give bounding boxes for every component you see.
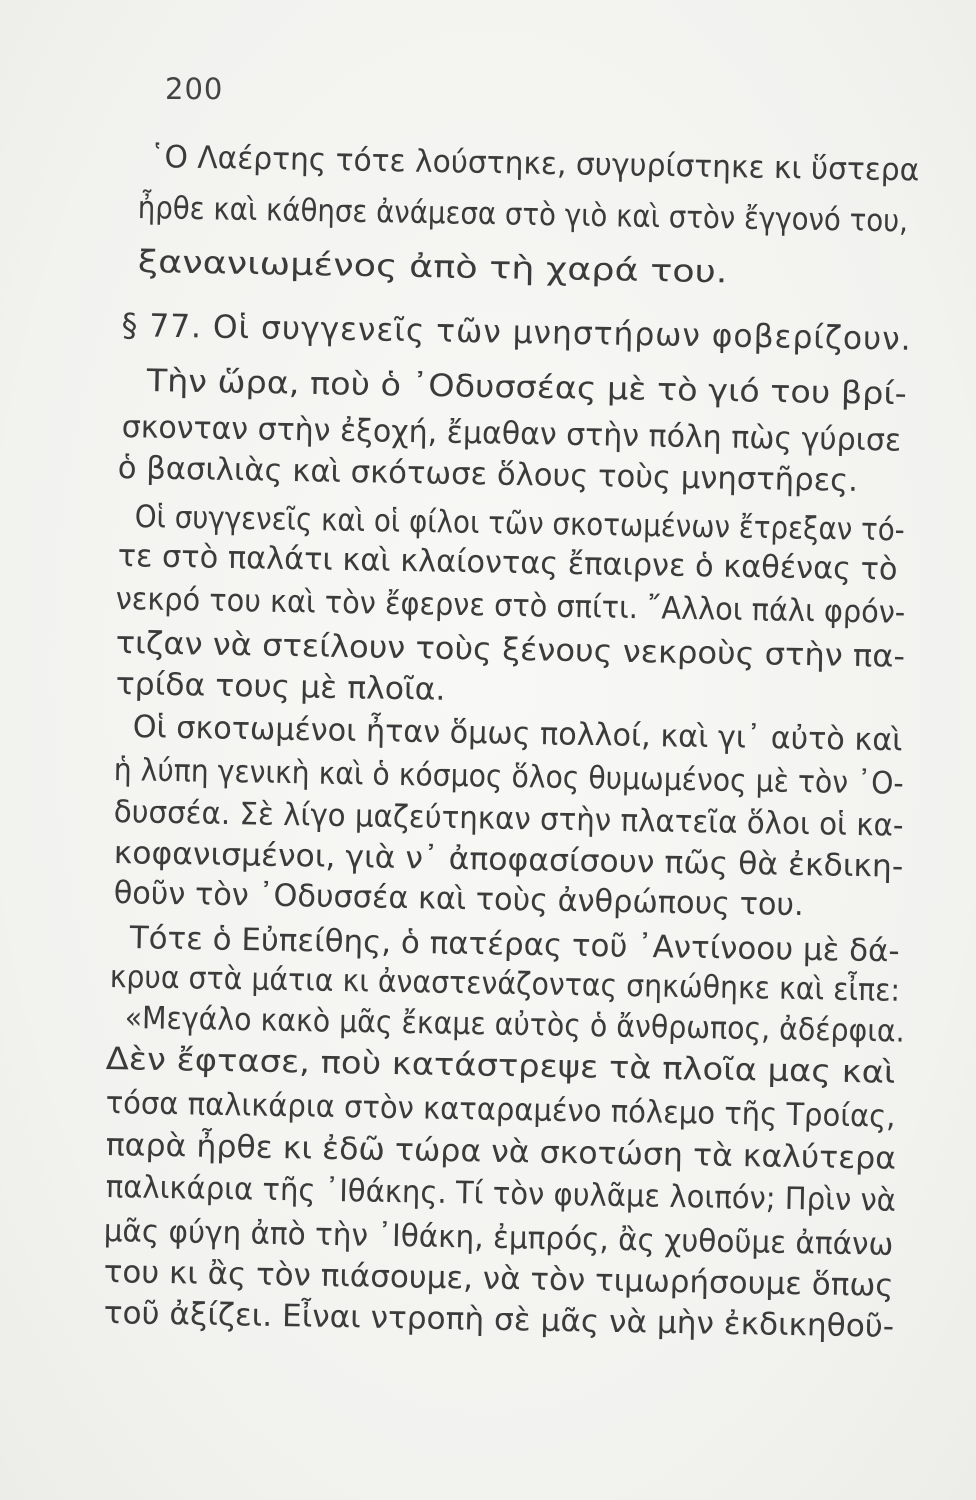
text-line: κρυα στὰ μάτια κι ἀναστενάζοντας σηκώθηκε καὶ εἶπε: bbox=[109, 959, 901, 1009]
text-line: μᾶς φύγη ἀπὸ τὴν ᾿Ιθάκη, ἐμπρός, ἂς χυθοῦμε ἀπάνω bbox=[103, 1213, 894, 1263]
text-line: παλικάρια τῆς ᾿Ιθάκης. Τί τὸν φυλᾶμε λοιπόν; Πρὶν νὰ bbox=[105, 1169, 897, 1219]
text-line: ὁ βασιλιὰς καὶ σκότωσε ὅλους τοὺς μνηστῆρες. bbox=[117, 450, 859, 499]
text-line: Δὲν ἔφτασε, ποὺ κατάστρεψε τὰ πλοῖα μας καὶ bbox=[105, 1041, 896, 1091]
section-heading: § 77. Οἱ συγγενεῖς τῶν μνηστήρων φοβερίζουν. bbox=[121, 306, 912, 358]
text-line: ἦρθε καὶ κάθησε ἀνάμεσα στὸ γιὸ καὶ στὸν ἔγγονό του, bbox=[137, 190, 909, 240]
text-line: κοφανισμένοι, γιὰ ν᾿ ἀποφασίσουν πῶς θὰ ἐκδικη- bbox=[113, 835, 904, 885]
text-line: «Μεγάλο κακὸ μᾶς ἔκαμε αὐτὸς ὁ ἄνθρωπος, ἀδέρφια. bbox=[124, 1000, 905, 1050]
text-line: ἡ λύπη γενικὴ καὶ ὁ κόσμος ὅλος θυμωμένος μὲ τὸν ᾿Ο- bbox=[113, 752, 904, 802]
text-line: ξανανιωμένος ἀπὸ τὴ χαρά του. bbox=[137, 244, 728, 291]
text-line: δυσσέα. Σὲ λίγο μαζεύτηκαν στὴν πλατεῖα ὅλοι οἱ κα- bbox=[113, 794, 904, 844]
text-line: Τὴν ὥρα, ποὺ ὁ ᾿Οδυσσέας μὲ τὸ γιό του βρί- bbox=[146, 363, 908, 413]
text-line: του κι ἂς τὸν πιάσουμε, νὰ τὸν τιμωρήσουμε ὅπως bbox=[103, 1254, 894, 1304]
text-line: τιζαν νὰ στείλουν τοὺς ξένους νεκροὺς στὴν πα- bbox=[115, 625, 906, 675]
text-line: Τότε ὁ Εὐπείθης, ὁ πατέρας τοῦ ᾿Αντίνοου μὲ δά- bbox=[129, 920, 900, 970]
text-line: νεκρό του καὶ τὸν ἔφερνε στὸ σπίτι. ῎Αλλοι πάλι φρόν- bbox=[115, 581, 906, 631]
text-line: τε στὸ παλάτι καὶ κλαίοντας ἔπαιρνε ὁ καθένας τὸ bbox=[117, 538, 898, 588]
text-line: σκονταν στὴν ἐξοχή, ἔμαθαν στὴν πόλη πὼς γύρισε bbox=[121, 409, 902, 459]
text-line: ῾Ο Λαέρτης τότε λούστηκε, συγυρίστηκε κι ὕστερα bbox=[149, 139, 920, 189]
text-line: τοῦ ἀξίζει. Εἶναι ντροπὴ σὲ μᾶς νὰ μὴν ἐκδικηθοῦ- bbox=[103, 1295, 895, 1345]
text-line: Οἱ συγγενεῖς καὶ οἱ φίλοι τῶν σκοτωμένων ἔτρεξαν τό- bbox=[134, 499, 906, 549]
text-line: θοῦν τὸν ᾿Οδυσσέα καὶ τοὺς ἀνθρώπους του. bbox=[113, 875, 804, 924]
text-line: τόσα παλικάρια στὸν καταραμένο πόλεμο τῆς Τροίας, bbox=[105, 1085, 896, 1135]
text-line: παρὰ ἦρθε κι ἐδῶ τώρα νὰ σκοτώση τὰ καλύτερα bbox=[105, 1127, 897, 1177]
text-line: τρίδα τους μὲ πλοῖα. bbox=[115, 666, 446, 708]
text-line: Οἱ σκοτωμένοι ἦταν ὅμως πολλοί, καὶ γι᾿ αὐτὸ καὶ bbox=[132, 709, 903, 759]
page-number: 200 bbox=[165, 72, 224, 106]
